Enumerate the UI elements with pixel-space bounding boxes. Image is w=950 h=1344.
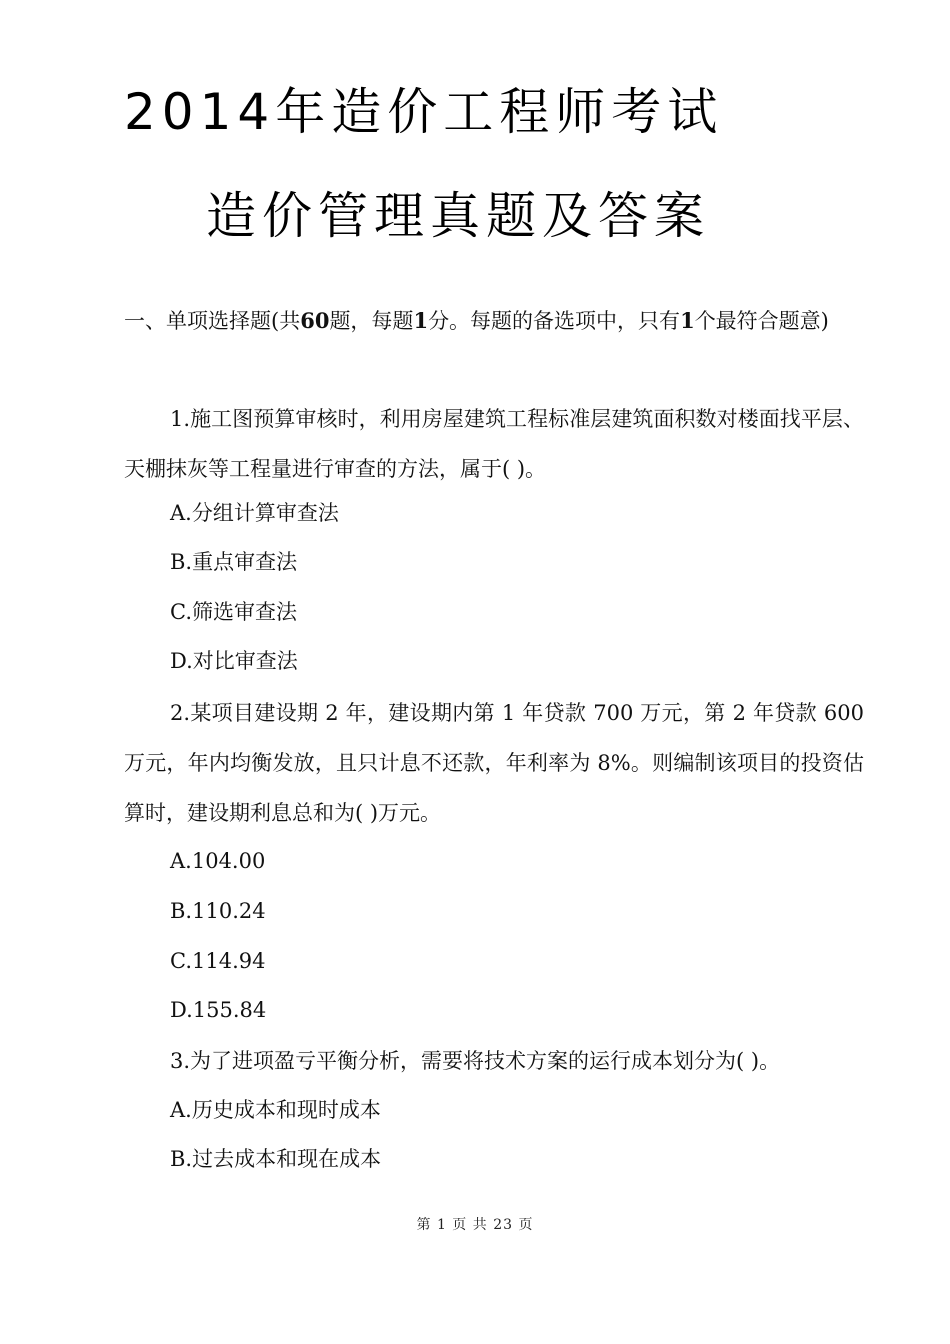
question-score: 1 [413, 308, 429, 333]
document-title-line-2: 造价管理真题及答案 [206, 187, 710, 245]
question-3-option-b: B.过去成本和现在成本 [170, 1147, 382, 1171]
question-2-option-c: C.114.94 [170, 949, 266, 973]
page-footer: 第 1 页 共 23 页 [416, 1217, 534, 1233]
question-1-option-a: A.分组计算审查法 [170, 501, 339, 525]
question-1-option-c: C.筛选审查法 [170, 600, 297, 624]
answer-count: 1 [680, 308, 695, 333]
document-title-line-1: 2014年造价工程师考试 [124, 83, 724, 141]
question-2-option-b: B.110.24 [170, 899, 266, 923]
section-heading-prefix: 一、单项选择题(共 [124, 309, 301, 333]
section-heading [124, 296, 864, 346]
question-2-stem: 2.某项目建设期 2 年，建设期内第 1 年贷款 700 万元，第 2 年贷款 600 万元，年内均衡发放，且只计息不还款，年利率为 8%。则编制该项目的投资估算时，建设期利息总和为( )万元。 [124, 701, 864, 825]
question-1-option-d: D.对比审查法 [170, 649, 298, 673]
section-heading-mid2: 分。每题的备选项中，只有 [428, 309, 681, 333]
question-2-option-a: A.104.00 [170, 849, 266, 873]
question-1-stem: 1.施工图预算审核时，利用房屋建筑工程标准层建筑面积数对楼面找平层、天棚抹灰等工程量进行审查的方法，属于( )。 [124, 407, 864, 481]
question-2-option-d: D.155.84 [170, 998, 267, 1022]
section-heading-suffix: 个最符合题意) [694, 309, 829, 333]
question-1-option-b: B.重点审查法 [170, 550, 298, 574]
question-3-option-a: A.历史成本和现时成本 [170, 1098, 381, 1122]
section-heading-mid1: 题，每题 [329, 309, 414, 333]
question-count: 60 [300, 308, 330, 333]
question-3-stem: 3.为了进项盈亏平衡分析，需要将技术方案的运行成本划分为( )。 [170, 1049, 781, 1073]
